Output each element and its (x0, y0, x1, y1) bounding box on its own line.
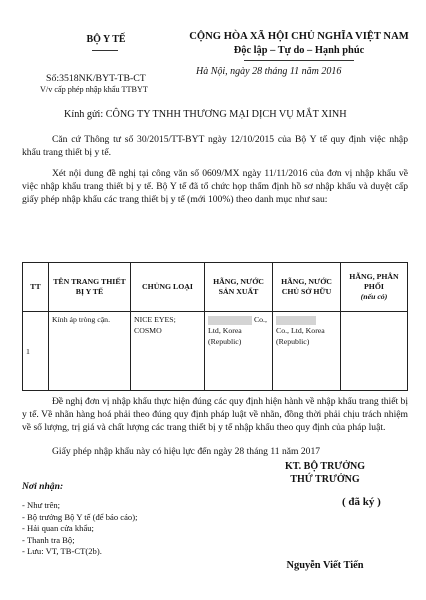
redacted-block (276, 316, 316, 325)
list-item: - Hải quan cửa khẩu; (22, 523, 94, 534)
list-item: - Bộ trưởng Bộ Y tế (để báo cáo); (22, 511, 138, 522)
cell-owner (273, 312, 341, 391)
motto-underline (244, 60, 354, 61)
col-header-owner: HÃNG, NƯỚC CHỦ SỞ HỮU (273, 263, 341, 312)
manufacturer-part-a: Co., (253, 315, 267, 324)
distributor-header-label: HÃNG, PHÂN PHỐI (349, 272, 399, 291)
country-name: CỘNG HÒA XÃ HỘI CHỦ NGHĨA VIỆT NAM (189, 31, 409, 42)
signed-note: ( đã ký ) (342, 496, 381, 508)
signer-name: Nguyễn Viết Tiến (286, 560, 364, 571)
list-item: - Như trên; (22, 500, 61, 510)
legal-basis-paragraph: Căn cứ Thông tư số 30/2015/TT-BYT ngày 12/10/2015 của Bộ Y tế quy định việc nhập khẩu trang thiết bị y tế. (22, 134, 408, 158)
ministry-name: BỘ Y TẾ (86, 34, 126, 45)
cell-device-name: Kính áp tròng cận. (49, 312, 131, 391)
distributor-header-note: (nếu có) (360, 292, 388, 301)
col-header-device-name: TÊN TRANG THIẾT BỊ Y TẾ (49, 263, 131, 312)
signature-title-2: THỨ TRƯỞNG (290, 474, 360, 485)
table-header-row (23, 263, 408, 312)
place-date: Hà Nội, ngày 28 tháng 11 năm 2016 (196, 66, 342, 77)
manufacturer-part-b: Ltd, Korea (Republic) (208, 326, 242, 346)
validity-line: Giấy phép nhập khẩu này có hiệu lực đến ngày 28 tháng 11 năm 2017 (52, 446, 321, 457)
redacted-block (208, 316, 252, 325)
recipients-list (22, 500, 137, 558)
ministry-underline (92, 50, 118, 51)
document-subject: V/v cấp phép nhập khẩu TTBYT (40, 85, 148, 94)
national-motto: Độc lập – Tự do – Hạnh phúc (233, 45, 365, 56)
obligations-paragraph: Đề nghị đơn vị nhập khẩu thực hiện đúng các quy định hiện hành về nhập khẩu trang thiết bị y tế. Về nhãn hàng hoá phải theo đúng quy định pháp luật về nhãn, đồng thời phải chịu trách nhiệm về số lượng, trị giá và chất lượng các trang thiết bị y tế nhập khẩu theo quy định của pháp luật. (22, 396, 408, 433)
document-number: Số:3518NK/BYT-TB-CT (46, 73, 146, 84)
owner-text: Co., Ltd, Korea (Republic) (276, 326, 325, 346)
col-header-type: CHỦNG LOẠI (131, 263, 205, 312)
cell-manufacturer (205, 312, 273, 391)
col-header-tt: TT (23, 263, 49, 312)
review-paragraph: Xét nội dung đề nghị tại công văn số 0609/MX ngày 11/11/2016 của đơn vị nhập khẩu về việc nhập khẩu trang thiết bị y tế. Bộ Y tế đã tổ chức họp thẩm định hồ sơ nhập khẩu và duyệt cấp giấy phép nhập khẩu các trang thiết bị y tế (mới 100%) theo danh mục như sau: (22, 168, 408, 205)
list-item: - Thanh tra Bộ; (22, 534, 75, 545)
recipients-title: Nơi nhận: (22, 481, 64, 492)
col-header-distributor (341, 263, 408, 312)
col-header-manufacturer: HÃNG, NƯỚC SẢN XUẤT (205, 263, 273, 312)
table-row (23, 312, 408, 391)
list-item: - Lưu: VT, TB-CT(2b). (22, 546, 102, 557)
cell-distributor (341, 312, 408, 391)
cell-type: NICE EYES; COSMO (131, 312, 205, 391)
signature-title-1: KT. BỘ TRƯỞNG (284, 461, 366, 472)
cell-tt: 1 (23, 312, 49, 391)
recipient-line: Kính gửi: CÔNG TY TNHH THƯƠNG MẠI DỊCH VỤ MẮT XINH (64, 109, 347, 120)
device-table (22, 262, 408, 391)
